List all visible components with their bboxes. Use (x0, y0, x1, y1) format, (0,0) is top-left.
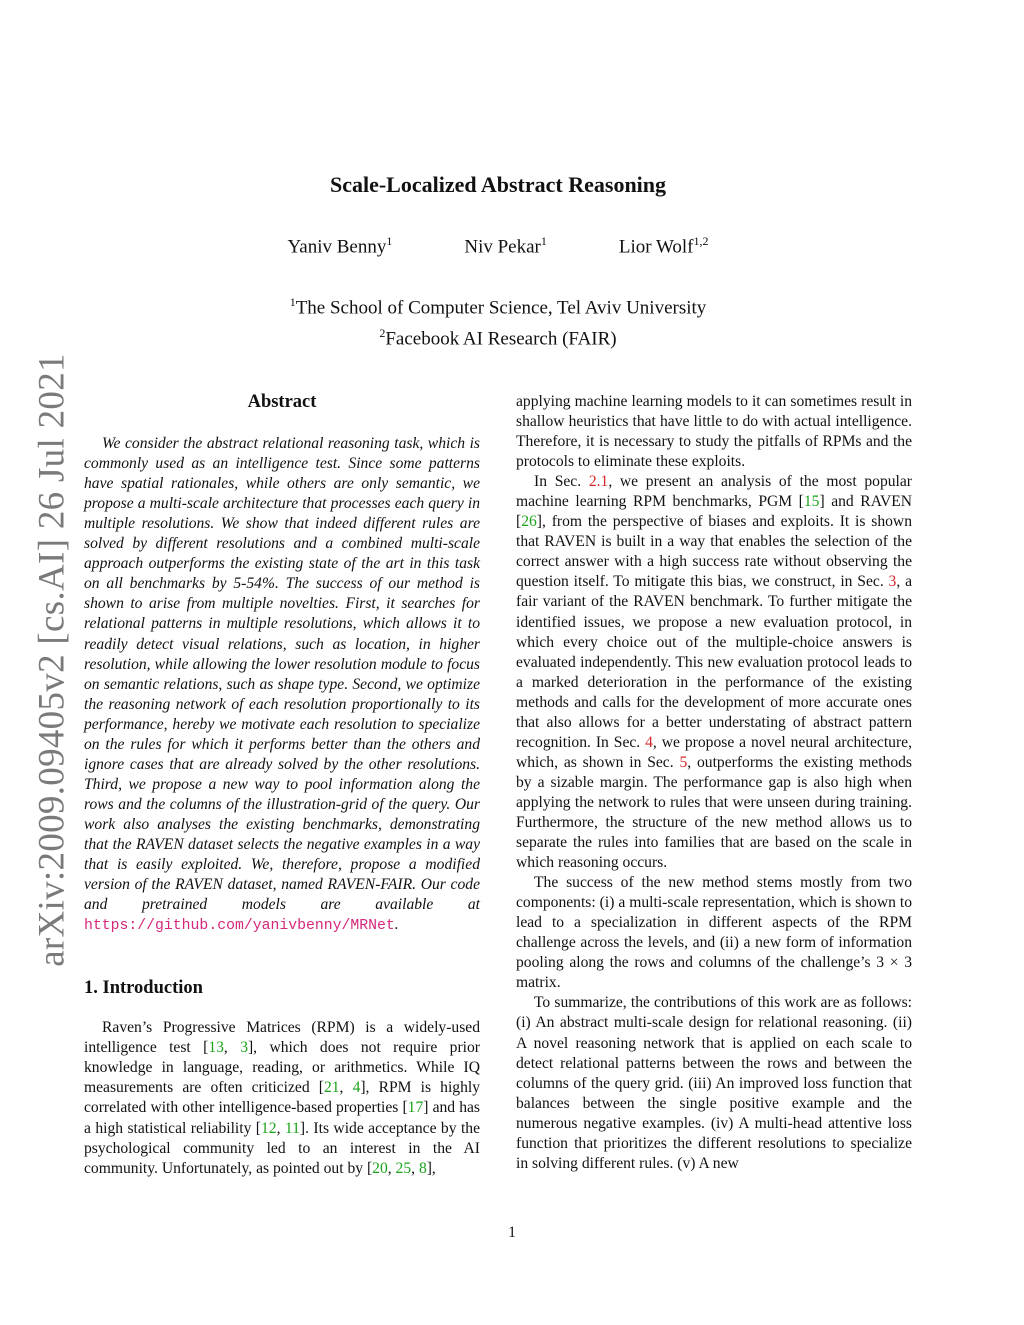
citation-link[interactable]: 3 (240, 1039, 248, 1057)
left-column (84, 392, 480, 1179)
intro-paragraph: The success of the new method stems mostly from two components: (i) a multi-scale representation, which is shown to lead to a specialization in different aspects of the RPM challenge across the levels, and (ii) a new form of information pooling along the rows and columns of the challenge’s 3 × 3 matrix. (516, 874, 912, 992)
author: Niv Pekar$^1$ (464, 234, 547, 258)
author: Lior Wolf$^{1,2}$ (618, 234, 709, 258)
affiliations (84, 290, 912, 351)
affiliation: $^2$Facebook AI Research (FAIR) (379, 325, 617, 349)
citation-link[interactable]: 20 (372, 1159, 388, 1177)
title-block (84, 172, 912, 351)
citation-link[interactable]: 21 (323, 1079, 340, 1097)
citation-link[interactable]: 26 (521, 513, 537, 531)
citation-link[interactable]: 13 (208, 1039, 224, 1057)
abstract-heading: Abstract (247, 392, 317, 412)
intro-paragraph: To summarize, the contributions of this work are as follows: (i) An abstract multi-scale design for relational reasoning. (ii) A novel reasoning network that is applied on each scale to detect relational patterns between the rows and between the columns of the query grid. (iii) An improved loss function that balances between the single positive example and the numerous negative examples. (iv) A multi-head attentive loss function that prioritizes the different resolutions to specialize in solving different rules. (v) A new (516, 994, 912, 1172)
intro-paragraph: Raven’s Progressive Matrices (RPM) is a widely-used intelligence test [13, 3], which does not require prior knowledge in language, reading, or arithmetics. While IQ measurements are often criticized [21, 4], RPM is highly correlated with other intelligence-based properties [17] and has a high statistical reliability [12, 11]. Its wide acceptance by the psychological community led to an interest in the AI community. Unfortunately, as pointed out by [20, 25, 8], (84, 1019, 480, 1177)
paper-title: Scale-Localized Abstract Reasoning (329, 172, 667, 197)
arxiv-identifier: arXiv:2009.09405v2 [cs.AI] 26 Jul 2021 (31, 353, 73, 967)
citation-link[interactable]: 12 (261, 1119, 277, 1137)
citation-link[interactable]: 15 (803, 493, 820, 511)
citation-link[interactable]: 17 (407, 1099, 424, 1117)
citation-link[interactable]: 4 (352, 1079, 361, 1097)
intro-paragraph: In Sec. 2.1, we present an analysis of the most popular machine learning RPM benchmarks, PGM [15] and RAVEN [26], from the perspective of biases and exploits. It is shown that RAVEN is built in a way that enables the selection of the correct answer with a high success rate without observing the question itself. To mitigate this bias, we construct, in Sec. 3, a fair variant of the RAVEN benchmark. To further mitigate the identified issues, we propose a new evaluation protocol, in which every choice out of the multiple-choice answers is evaluated independently. This new evaluation protocol leads to a marked deterioration in the performance of the existing methods and calls for the development of more accurate ones that also allows for a better understating of abstract pattern recognition. In Sec. 4, we propose a novel neural architecture, which, as shown in Sec. 5, outperforms the existing methods by a sizable margin. The performance gap is also high when applying the network to rules that were unseen during training. Furthermore, the structure of the new method allows us to separate the rules into families that are based on the scale in which reasoning occurs. (516, 473, 912, 872)
intro-paragraph: applying machine learning models to it can sometimes result in shallow heuristics that have little to do with actual intelligence. Therefore, it is necessary to study the pitfalls of RPMs and the protocols to eliminate these exploits. (516, 393, 912, 471)
section-heading-introduction: 1. Introduction (84, 978, 203, 999)
section-reference-link[interactable]: 2.1 (588, 473, 609, 491)
author-list (84, 234, 912, 258)
section-reference-link[interactable]: 3 (888, 573, 897, 591)
citation-link[interactable]: 11 (284, 1119, 300, 1137)
code-repository-link[interactable]: https://github.com/yanivbenny/MRNet (84, 918, 395, 935)
citation-link[interactable]: 25 (395, 1159, 412, 1177)
section-reference-link[interactable]: 4 (645, 733, 653, 751)
page-number: 1 (508, 1224, 516, 1241)
abstract-text: We consider the abstract relational reasoning task, which is commonly used as an intelligence test. Since some patterns have spatial rationales, while others are only semantic, we propose a multi-scale architecture that processes each query in multiple resolutions. We show that indeed different rules are solved by different resolutions and a combined multi-scale approach outperforms the existing state of the art in this task on all benchmarks by 5-54%. The success of our method is shown to arise from multiple novelties. First, it searches for relational patterns in multiple resolutions, which allows it to readily detect visual relations, such as location, in higher resolution, while allowing the lower resolution module to focus on semantic relations, such as shape type. Second, we optimize the reasoning network of each resolution proportionally to its performance, hereby we motivate each resolution to specialize on the rules for which it performs better than the others and ignore cases that are already solved by the other resolutions. Third, we propose a new way to pool information along the rows and the columns of the illustration-grid of the query. Our work also analyses the existing benchmarks, demonstrating that the RAVEN dataset selects the negative examples in a way that is easily exploited. We, therefore, propose a modified version of the RAVEN dataset, named RAVEN-FAIR. Our code and pretrained models are available at https://github.com/yanivbenny/MRNet. (84, 435, 480, 935)
affiliation: $^1$The School of Computer Science, Tel Aviv University (289, 295, 707, 319)
citation-link[interactable]: 8 (418, 1159, 427, 1177)
right-column (516, 392, 912, 1174)
author: Yaniv Benny$^1$ (287, 234, 393, 258)
section-reference-link[interactable]: 5 (679, 753, 688, 771)
